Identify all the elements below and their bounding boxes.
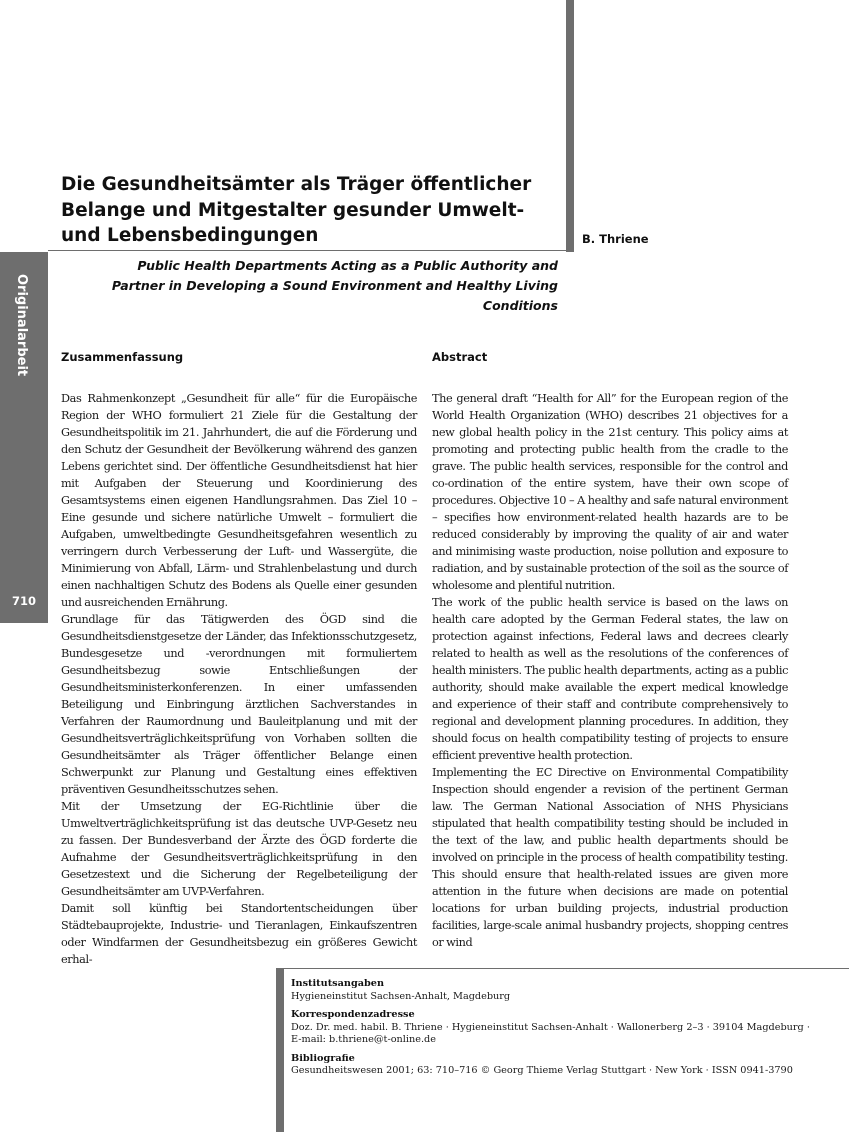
section-label: Originalarbeit <box>14 274 29 377</box>
page-number: 710 <box>11 594 36 608</box>
english-abstract-column <box>432 349 788 951</box>
title-rule <box>48 250 574 251</box>
english-abstract-heading: Abstract <box>432 350 488 364</box>
author-name: B. Thriene <box>582 232 649 246</box>
german-abstract-column <box>61 349 417 968</box>
german-abstract-paragraph: Das Rahmenkonzept „Gesundheit für alle“ für die Europäische Region der WHO formuliert 21 Ziele für die Gestaltung der Gesundheitspolitik im 21. Jahrhundert, die auf die Förderung und den Schutz der Gesundheit der Bevölkerung während des ganzen Lebens gerichtet sind. Der öffentliche Gesundheitsdienst hat hier mit Aufgaben der Steuerung und Koordinierung des Gesamtsystems einen eigenen Handlungsrahmen. Das Ziel 10 – Eine gesunde und sichere natürliche Umwelt – formuliert die Aufgaben, umweltbedingte Gesundheitsgefahren wesentlich zu verringern durch Verbesserung der Luft- und Wassergüte, die Minimierung von Abfall, Lärm- und Strahlenbelastung und durch einen nachhaltigen Schutz des Bodens als Quelle einer gesunden und ausreichenden Ernährung. <box>61 392 417 609</box>
correspondence-email: E-mail: b.thriene@t-online.de <box>291 1034 436 1045</box>
article-info-box <box>291 978 831 1084</box>
english-abstract-paragraph: The general draft “Health for All” for the European region of the World Health Organization (WHO) describes 21 objectives for a new global health policy in the 21st century. This policy aims at promoting and protecting public health from the cradle to the grave. The public health services, responsible for the control and co-ordination of the entire system, have their own scope of procedures. Objective 10 – A healthy and safe natural environment – specifies how environment-related health hazards are to be reduced considerably by improving the quality of air and water and minimising waste production, noise pollution and exposure to radiation, and by sustainable protection of the soil as the source of wholesome and plentiful nutrition. <box>432 392 788 592</box>
english-abstract-paragraph: Implementing the EC Directive on Environmental Compatibility Inspection should engender a revision of the pertinent German law. The German National Association of NHS Physicians stipulated that health compatibility testing should be included in the text of the law, and public health departments should be involved on principle in the process of health compatibility testing. This should ensure that health-related issues are given more attention in the future when decisions are made on potential locations for urban building projects, industrial production facilities, large-scale animal husbandry projects, shopping centres or wind <box>432 766 788 949</box>
info-box-rule <box>276 968 849 969</box>
correspondence-address: Doz. Dr. med. habil. B. Thriene · Hygieneinstitut Sachsen-Anhalt · Wallonerberg 2–3 · 39104 Magdeburg · <box>291 1021 810 1033</box>
header-vertical-bar <box>566 0 574 252</box>
institution-block <box>291 978 831 1003</box>
correspondence-block <box>291 1009 831 1047</box>
german-abstract-paragraph: Mit der Umsetzung der EG-Richtlinie über die Umweltverträglichkeitsprüfung ist das deutsche UVP-Gesetz neu zu fassen. Der Bundesverband der Ärzte des ÖGD forderte die Aufnahme der Gesundheitsverträglichkeitsprüfung in den Gesetzestext und die Sicherung der Regelbeteiligung der Gesundheitsämter am UVP-Verfahren. <box>61 800 417 898</box>
german-abstract-paragraph: Grundlage für das Tätigwerden des ÖGD sind die Gesundheitsdienstgesetze der Länder, das Infektionsschutzgesetz, Bundesgesetze und -verordnungen mit formuliertem Gesundheitsbezug sowie Entschließungen der Gesundheitsministerkonferenzen. In einer umfassenden Beteiligung und Einbringung ärztlichen Sachverstandes in Verfahren der Raumordnung und Bauleitplanung und mit der Gesundheitsverträglichkeitsprüfung von Vorhaben sollten die Gesundheitsämter als Träger öffentlicher Belange einen Schwerpunkt zur Planung und Gestaltung eines effektiven präventiven Gesundheitsschutzes sehen. <box>61 613 417 796</box>
english-abstract-paragraph: The work of the public health service is based on the laws on health care adopted by the German Federal states, the law on protection against infections, Federal laws and decrees clearly related to health as well as the resolutions of the conferences of health ministers. The public health departments, acting as a public authority, should make available the expert medical knowledge and experience of their staff and contribute comprehensively to regional and development planning procedures. In addition, they should focus on health compatibility testing of projects to ensure efficient preventive health protection. <box>432 596 788 762</box>
info-box-vertical-bar <box>276 968 284 1132</box>
article-title: Die Gesundheitsämter als Träger öffentlicher Belange und Mitgestalter gesunder Umwelt- und Lebensbedingungen <box>61 174 532 246</box>
bibliography-text: Gesundheitswesen 2001; 63: 710–716 © Georg Thieme Verlag Stuttgart · New York · ISSN 0941-3790 <box>291 1065 793 1076</box>
institution-heading: Institutsangaben <box>291 978 384 989</box>
english-subtitle: Public Health Departments Acting as a Public Authority and Partner in Developing a Sound Environment and Healthy Living Conditions <box>111 258 558 313</box>
german-abstract-paragraph: Damit soll künftig bei Standortentscheidungen über Städtebauprojekte, Industrie- und Tieranlagen, Einkaufszentren oder Windfarmen der Gesundheitsbezug ein größeres Gewicht erhal- <box>61 902 417 966</box>
institution-text: Hygieneinstitut Sachsen-Anhalt, Magdeburg <box>291 990 511 1002</box>
bibliography-heading: Bibliografie <box>291 1052 355 1064</box>
german-abstract-heading: Zusammenfassung <box>61 350 184 364</box>
correspondence-heading: Korrespondenzadresse <box>291 1009 415 1020</box>
bibliography-block <box>291 1053 831 1078</box>
